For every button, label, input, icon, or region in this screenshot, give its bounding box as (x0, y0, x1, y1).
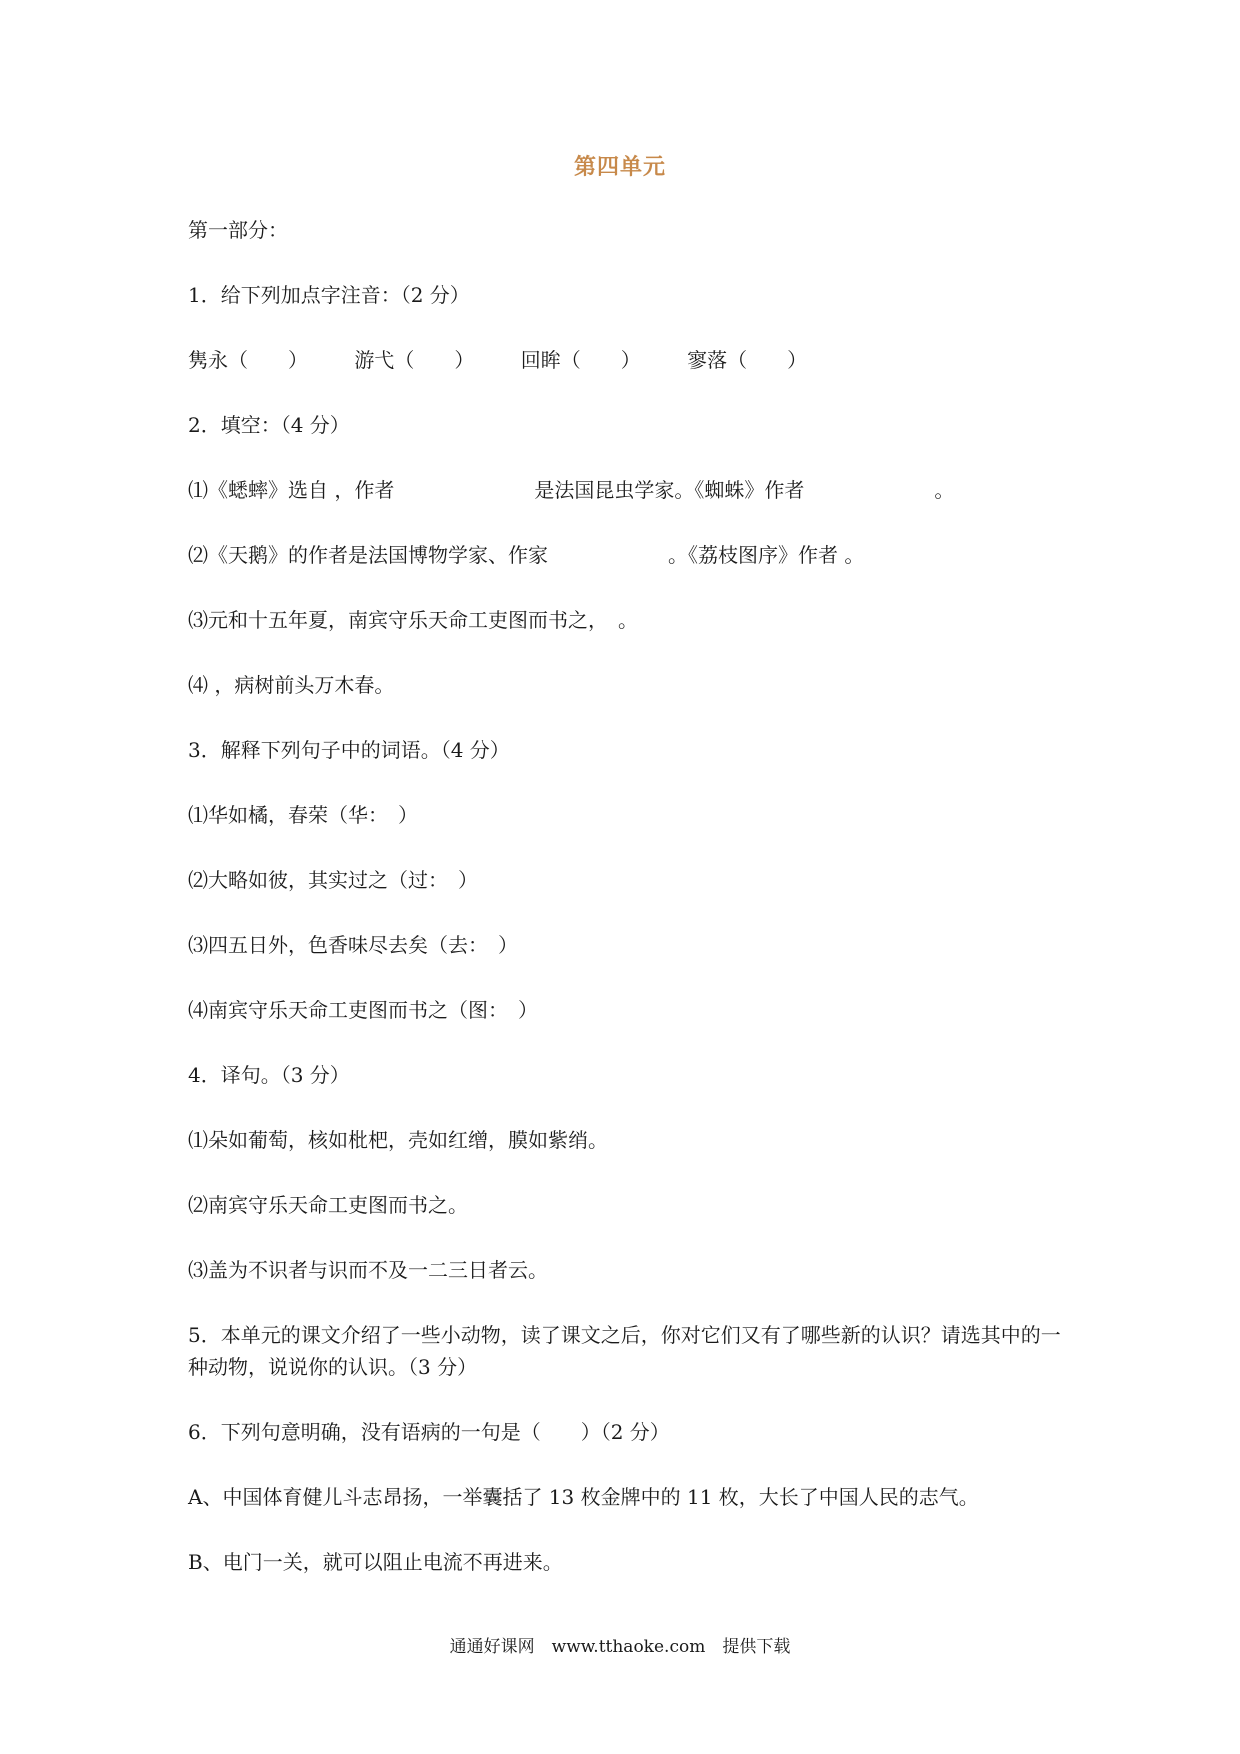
fill-text: 。 (934, 478, 955, 502)
question-6-option-a: A、中国体育健儿斗志昂扬，一举囊括了 13 枚金牌中的 11 枚，大长了中国人民的志气。 (188, 1485, 979, 1509)
question-3-item: ⑵大略如彼，其实过之（过： ） (188, 868, 478, 892)
page-title: 第四单元 (573, 154, 666, 180)
question-2-line-1 (188, 474, 1068, 506)
pinyin-item: 寥落（ ） (687, 348, 808, 372)
question-2-line-4: ⑷ ，病树前头万木春。 (188, 673, 395, 697)
question-2-line-2 (188, 539, 1068, 571)
question-3-item: ⑶四五日外，色香味尽去矣（去： ） (188, 933, 518, 957)
question-4-item: ⑵南宾守乐天命工吏图而书之。 (188, 1193, 468, 1217)
question-6-stem: 6．下列句意明确，没有语病的一句是（ ）（2 分） (188, 1420, 670, 1444)
fill-text: ⑵《天鹅》的作者是法国博物学家、作家 (188, 543, 548, 567)
fill-text: ⑴《蟋蟀》选自 ，作者 (188, 478, 395, 502)
question-1-stem: 1．给下列加点字注音：（2 分） (188, 283, 470, 307)
pinyin-item: 回眸（ ） (520, 348, 641, 372)
page-footer: 通通好课网 www.tthaoke.com 提供下载 (449, 1637, 791, 1657)
fill-text: 是法国昆虫学家。《蜘蛛》作者 (534, 478, 805, 502)
question-4-item: ⑴朵如葡萄，核如枇杷，壳如红缯，膜如紫绡。 (188, 1128, 608, 1152)
question-1-items (188, 344, 1068, 376)
fill-text: 。《荔枝图序》作者 。 (668, 543, 865, 567)
pinyin-item: 隽永（ ） (188, 348, 308, 372)
question-5-stem: 5．本单元的课文介绍了一些小动物，读了课文之后，你对它们又有了哪些新的认识？请选其中的一种动物，说说你的认识。（3 分） (188, 1323, 1061, 1379)
question-6-option-b: B、电门一关，就可以阻止电流不再进来。 (188, 1550, 563, 1574)
question-4-item: ⑶盖为不识者与识而不及一二三日者云。 (188, 1258, 548, 1282)
question-2-stem: 2．填空：（4 分） (188, 413, 350, 437)
question-3-item: ⑴华如橘，春荣（华： ） (188, 803, 418, 827)
pinyin-item: 游弋（ ） (354, 348, 475, 372)
question-2-line-3: ⑶元和十五年夏，南宾守乐天命工吏图而书之， 。 (188, 608, 638, 632)
question-3-item: ⑷南宾守乐天命工吏图而书之（图： ） (188, 998, 538, 1022)
question-content (188, 214, 1068, 1611)
section-heading: 第一部分： (188, 218, 288, 242)
question-3-stem: 3．解释下列句子中的词语。（4 分） (188, 738, 510, 762)
question-4-stem: 4．译句。（3 分） (188, 1063, 350, 1087)
